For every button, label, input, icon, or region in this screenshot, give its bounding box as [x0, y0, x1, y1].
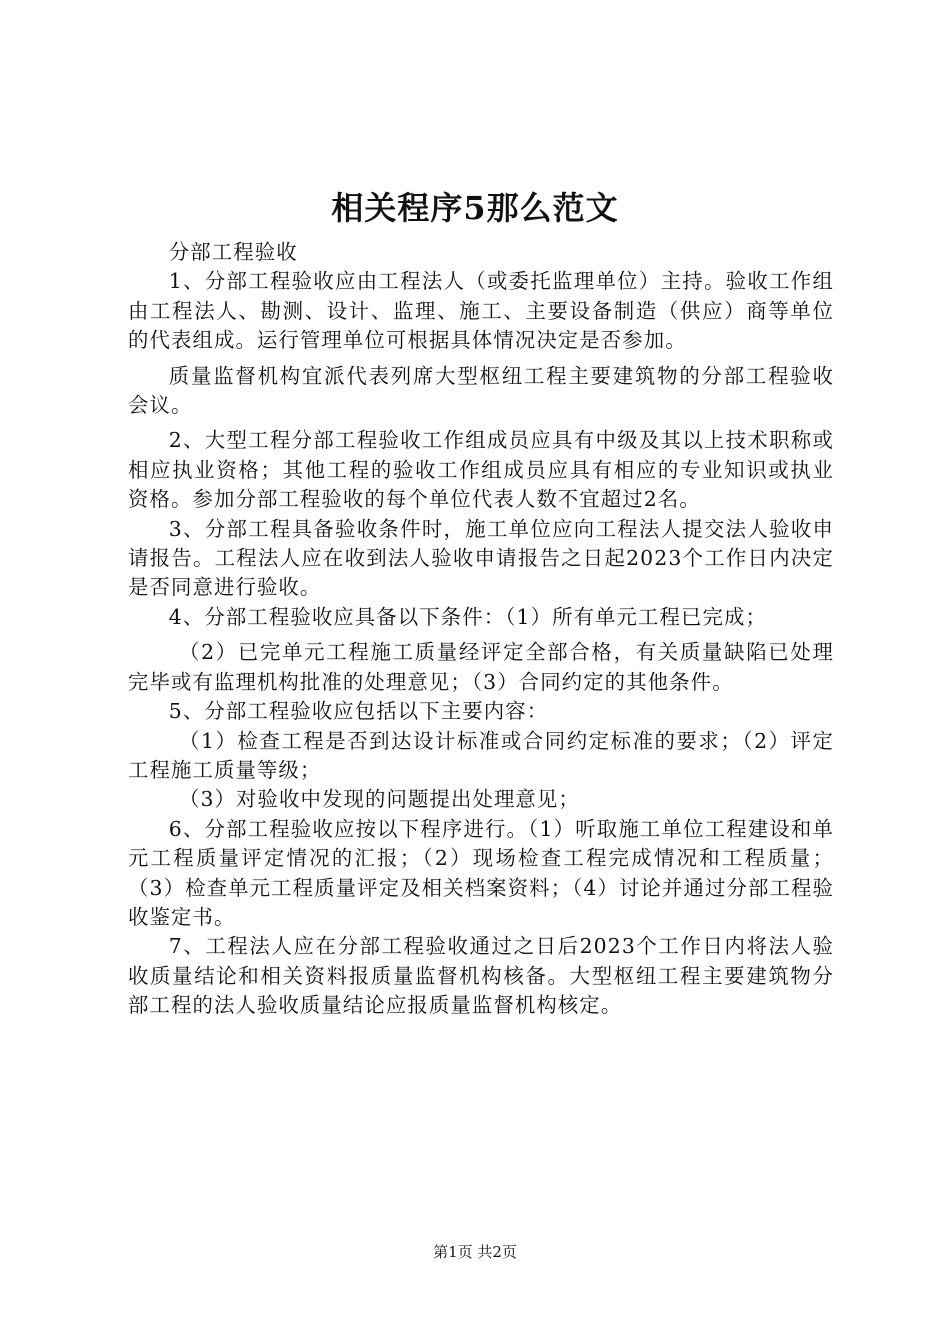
page-footer: 第1页 共2页 — [433, 1243, 517, 1261]
paragraph-5-items: （1）检查工程是否到达设计标准或合同约定标准的要求；（2）评定工程施工质量等级； — [128, 728, 834, 782]
paragraph-7: 7、工程法人应在分部工程验收通过之日后2023个工作日内将法人验收质量结论和相关资料报质量监督机构核备。大型枢纽工程主要建筑物分部工程的法人验收质量结论应报质量监督机构核定。 — [128, 934, 835, 1018]
paragraph-6: 6、分部工程验收应按以下程序进行。（1）听取施工单位工程建设和单元工程质量评定情况的汇报；（2）现场检查工程完成情况和工程质量；（3）检查单元工程质量评定及相关档案资料；（4）讨论并通过分部工程验收鉴定书。 — [128, 816, 834, 929]
section-heading: 分部工程验收 — [168, 240, 298, 264]
paragraph-4: 4、分部工程验收应具备以下条件：（1）所有单元工程已完成； — [168, 604, 767, 629]
paragraph-3: 3、分部工程具备验收条件时，施工单位应向工程法人提交法人验收申请报告。工程法人应在收到法人验收申请报告之日起2023个工作日内决定是否同意进行验收。 — [128, 516, 834, 600]
document-body — [128, 238, 834, 1021]
paragraph-1: 1、分部工程验收应由工程法人（或委托监理单位）主持。验收工作组由工程法人、勘测、设计、监理、施工、主要设备制造（供应）商等单位的代表组成。运行管理单位可根据具体情况决定是否参加。 — [128, 269, 834, 353]
paragraph-4-conditions: （2）已完单元工程施工质量经评定全部合格，有关质量缺陷已处理完毕或有监理机构批准的处理意见；（3）合同约定的其他条件。 — [128, 640, 834, 694]
paragraph-5: 5、分部工程验收应包括以下主要内容： — [168, 699, 549, 724]
document-title: 相关程序5那么范文 — [331, 189, 619, 227]
paragraph-5-item-3: （3）对验收中发现的问题提出处理意见； — [179, 787, 580, 812]
paragraph-2: 2、大型工程分部工程验收工作组成员应具有中级及其以上技术职称或相应执业资格；其他工程的验收工作组成员应具有相应的专业知识或执业资格。参加分部工程验收的每个单位代表人数不宜超过2名。 — [128, 428, 834, 512]
paragraph-supervision: 质量监督机构宜派代表列席大型枢纽工程主要建筑物的分部工程验收会议。 — [128, 363, 834, 418]
